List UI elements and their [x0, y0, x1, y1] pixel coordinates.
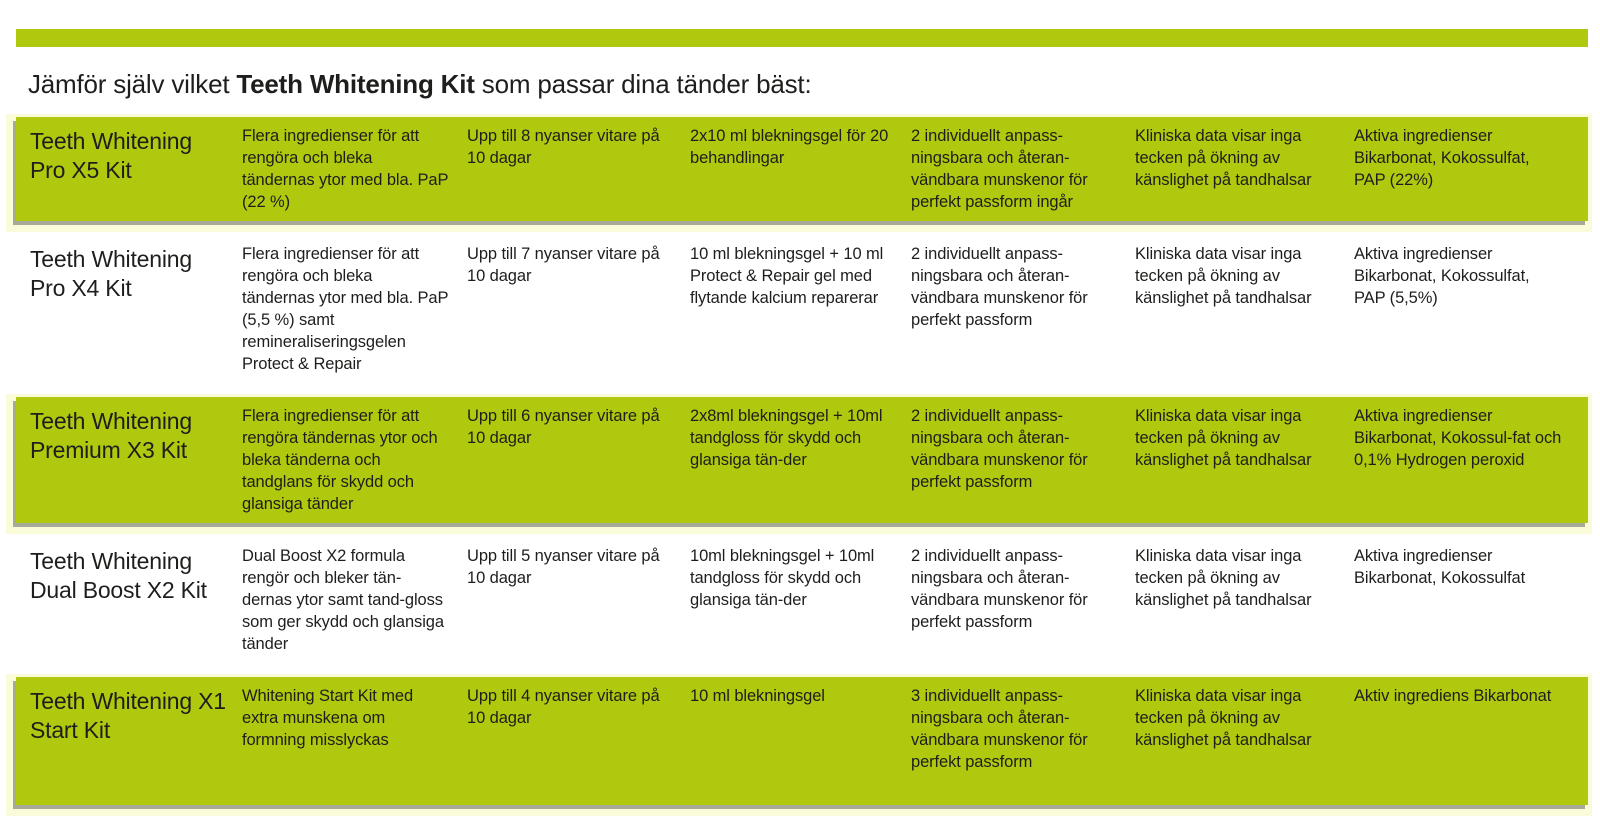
gel-content-cell: 10 ml blekningsgel + 10 ml Protect & Repair gel med flytande kalcium reparerar — [690, 245, 884, 307]
page-title-suffix: som passar dina tänder bäst: — [474, 69, 812, 99]
active-ingredients-cell: Aktiva ingredienser Bikarbonat, Kokossulfat, PAP (5,5%) — [1354, 245, 1530, 307]
clinical-data-cell: Kliniska data visar inga tecken på ökning av känslighet på tandhalsar — [1135, 245, 1312, 307]
page-title-product: Teeth Whitening Kit — [236, 69, 475, 99]
mouth-trays-cell: 2 individuellt anpass-ningsbara och återan-vändbara munskenor för perfekt passform — [911, 245, 1088, 329]
product-name: Teeth Whitening Pro X4 Kit — [30, 246, 192, 301]
mouth-trays-cell: 2 individuellt anpass-ningsbara och återan-vändbara munskenor för perfekt passform — [911, 547, 1088, 631]
description-cell: Whitening Start Kit med extra munskena om formning misslyckas — [242, 687, 414, 749]
gel-content-cell: 10 ml blekningsgel — [690, 687, 825, 705]
product-name: Teeth Whitening Dual Boost X2 Kit — [30, 548, 207, 603]
shades-cell: Upp till 6 nyanser vitare på 10 dagar — [467, 407, 660, 447]
description-cell: Flera ingredienser för att rengöra och bleka tändernas ytor med bla. PaP (22 %) — [242, 127, 449, 211]
shades-cell: Upp till 8 nyanser vitare på 10 dagar — [467, 127, 660, 167]
comparison-table — [16, 117, 1588, 819]
mouth-trays-cell: 3 individuellt anpass-ningsbara och återan-vändbara munskenor för perfekt passform — [911, 687, 1088, 771]
gel-content-cell: 2x10 ml blekningsgel för 20 behandlingar — [690, 127, 889, 167]
product-row-pro-x5 — [16, 117, 1588, 221]
product-row-dual-boost-x2 — [16, 537, 1588, 663]
product-row-premium-x3 — [16, 397, 1588, 523]
product-name: Teeth Whitening X1 Start Kit — [30, 688, 226, 743]
product-name: Teeth Whitening Premium X3 Kit — [30, 408, 192, 463]
description-cell: Flera ingredienser för att rengöra tändernas ytor och bleka tänderna och tandglans för skydd och glansiga tänder — [242, 407, 438, 513]
mouth-trays-cell: 2 individuellt anpass-ningsbara och återan-vändbara munskenor för perfekt passform ingår — [911, 127, 1088, 211]
shades-cell: Upp till 5 nyanser vitare på 10 dagar — [467, 547, 660, 587]
description-cell: Dual Boost X2 formula rengör och bleker tän-dernas ytor samt tand-gloss som ger skydd och glansiga tänder — [242, 547, 444, 653]
description-cell: Flera ingredienser för att rengöra och bleka tändernas ytor med bla. PaP (5,5 %) samt remineraliseringsgelen Protect & Repair — [242, 245, 449, 373]
clinical-data-cell: Kliniska data visar inga tecken på ökning av känslighet på tandhalsar — [1135, 687, 1312, 749]
active-ingredients-cell: Aktiv ingrediens Bikarbonat — [1354, 687, 1552, 705]
active-ingredients-cell: Aktiva ingredienser Bikarbonat, Kokossulfat — [1354, 547, 1526, 587]
gel-content-cell: 2x8ml blekningsgel + 10ml tandgloss för skydd och glansiga tän-der — [690, 407, 883, 469]
mouth-trays-cell: 2 individuellt anpass-ningsbara och återan-vändbara munskenor för perfekt passform — [911, 407, 1088, 491]
product-row-pro-x4 — [16, 235, 1588, 383]
clinical-data-cell: Kliniska data visar inga tecken på ökning av känslighet på tandhalsar — [1135, 127, 1312, 189]
active-ingredients-cell: Aktiva ingredienser Bikarbonat, Kokossulfat, PAP (22%) — [1354, 127, 1530, 189]
gel-content-cell: 10ml blekningsgel + 10ml tandgloss för skydd och glansiga tän-der — [690, 547, 875, 609]
active-ingredients-cell: Aktiva ingredienser Bikarbonat, Kokossul-fat och 0,1% Hydrogen peroxid — [1354, 407, 1562, 469]
clinical-data-cell: Kliniska data visar inga tecken på ökning av känslighet på tandhalsar — [1135, 547, 1312, 609]
shades-cell: Upp till 7 nyanser vitare på 10 dagar — [467, 245, 660, 285]
product-row-x1-start — [16, 677, 1588, 805]
shades-cell: Upp till 4 nyanser vitare på 10 dagar — [467, 687, 660, 727]
brand-bar — [16, 29, 1588, 47]
clinical-data-cell: Kliniska data visar inga tecken på ökning av känslighet på tandhalsar — [1135, 407, 1312, 469]
product-name: Teeth Whitening Pro X5 Kit — [30, 128, 192, 183]
page-title-prefix: Jämför själv vilket — [28, 69, 237, 99]
page-title — [28, 68, 811, 100]
